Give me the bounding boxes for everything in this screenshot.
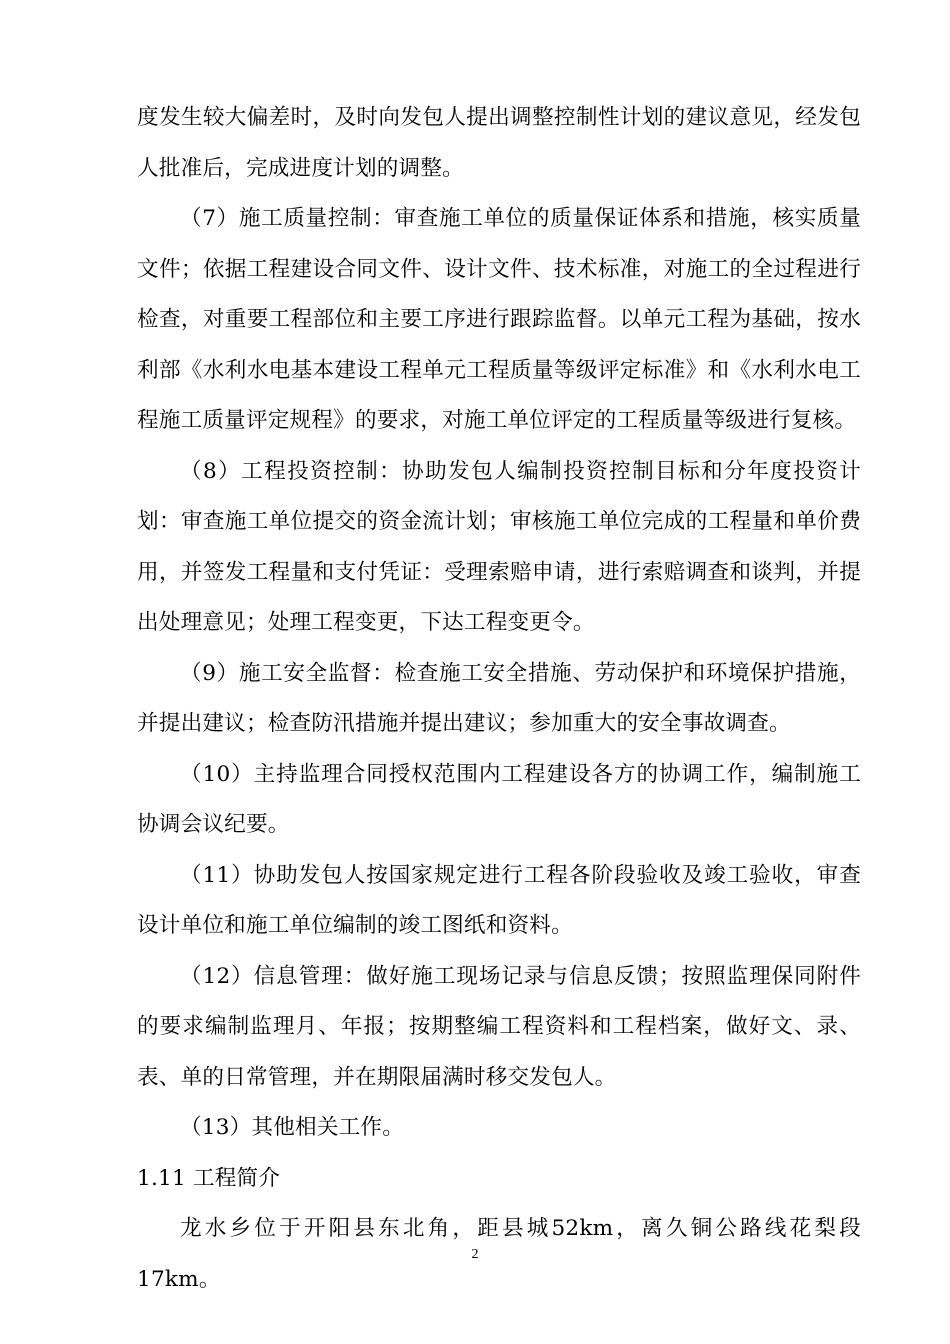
paragraph-quality-control: （7）施工质量控制：审查施工单位的质量保证体系和措施，核实质量文件；依据工程建设合同文件、设计文件、技术标准，对施工的全过程进行检查，对重要工程部位和主要工序进行跟踪监督。以单元工程为基础，按水利部《水利水电基本建设工程单元工程质量等级评定标准》和《水利水电工程施工质量评定规程》的要求，对施工单位评定的工程质量等级进行复核。 — [137, 206, 861, 433]
section-heading: 1.11 工程简介 — [137, 1165, 281, 1191]
paragraph-investment-control: （8）工程投资控制：协助发包人编制投资控制目标和分年度投资计划：审查施工单位提交的资金流计划；审核施工单位完成的工程量和单价费用，并签发工程量和支付凭证：受理索赔申请，进行索赔调查和谈判，并提出处理意见；处理工程变更，下达工程变更令。 — [137, 458, 861, 635]
paragraph-project-intro: 龙水乡位于开阳县东北角，距县城52km，离久铜公路线花梨段17km。 — [137, 1216, 861, 1292]
page-body — [137, 93, 861, 1305]
paragraph-safety-supervision: （9）施工安全监督：检查施工安全措施、劳动保护和环境保护措施，并提出建议；检查防汛措施并提出建议；参加重大的安全事故调查。 — [137, 660, 861, 736]
paragraph-acceptance: （11）协助发包人按国家规定进行工程各阶段验收及竣工验收，审查设计单位和施工单位编制的竣工图纸和资料。 — [137, 862, 861, 938]
page-number: 2 — [471, 1247, 479, 1262]
paragraph-coordination: （10）主持监理合同授权范围内工程建设各方的协调工作，编制施工协调会议纪要。 — [137, 761, 861, 837]
paragraph-other-work: （13）其他相关工作。 — [180, 1115, 405, 1140]
paragraph-schedule-adjustment: 度发生较大偏差时，及时向发包人提出调整控制性计划的建议意见，经发包人批准后，完成进度计划的调整。 — [137, 105, 861, 181]
paragraph-information-management: （12）信息管理：做好施工现场记录与信息反馈；按照监理保同附件的要求编制监理月、年报；按期整编工程资料和工程档案，做好文、录、表、单的日常管理，并在期限届满时移交发包人。 — [137, 963, 861, 1090]
